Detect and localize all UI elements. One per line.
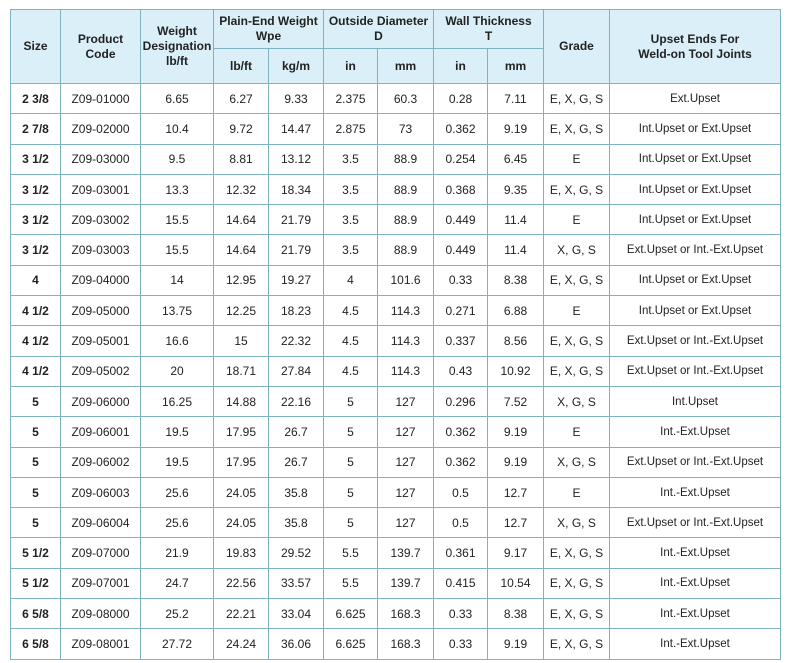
wpe-lbft-cell: 22.21 [214,599,269,629]
size-cell: 2 3/8 [11,84,61,114]
wpe-lbft-cell: 17.95 [214,417,269,447]
upset-ends-cell: Ext.Upset or Int.-Ext.Upset [610,508,781,538]
wt-mm-cell: 12.7 [488,477,544,507]
table-row [11,114,781,144]
wpe-kgm-cell: 9.33 [269,84,324,114]
grade-cell: E, X, G, S [544,114,610,144]
od-in-cell: 3.5 [324,144,378,174]
grade-cell: X, G, S [544,235,610,265]
grade-cell: E, X, G, S [544,568,610,598]
od-mm-cell: 88.9 [378,174,434,204]
upset-ends-cell: Int.Upset or Ext.Upset [610,144,781,174]
wpe-kgm-cell: 14.47 [269,114,324,144]
size-cell: 3 1/2 [11,205,61,235]
upset-ends-cell: Int.Upset or Ext.Upset [610,265,781,295]
od-mm-cell: 114.3 [378,326,434,356]
upset-ends-cell: Int.Upset or Ext.Upset [610,205,781,235]
wpe-kgm-cell: 18.23 [269,296,324,326]
size-cell: 4 [11,265,61,295]
header-unit-wt-in: in [434,49,488,84]
wpe-kgm-cell: 36.06 [269,629,324,659]
wpe-kgm-cell: 26.7 [269,417,324,447]
product-code-cell: Z09-06004 [61,508,141,538]
upset-ends-cell: Int.Upset [610,386,781,416]
od-in-cell: 4.5 [324,296,378,326]
size-cell: 2 7/8 [11,114,61,144]
od-mm-cell: 88.9 [378,235,434,265]
wt-mm-cell: 10.54 [488,568,544,598]
od-in-cell: 5 [324,477,378,507]
size-cell: 4 1/2 [11,296,61,326]
table-row [11,538,781,568]
drill-pipe-spec-table [10,9,781,660]
od-mm-cell: 88.9 [378,205,434,235]
product-code-cell: Z09-06000 [61,386,141,416]
grade-cell: E, X, G, S [544,629,610,659]
weight-designation-cell: 21.9 [141,538,214,568]
od-in-cell: 5 [324,508,378,538]
product-code-cell: Z09-02000 [61,114,141,144]
product-code-cell: Z09-07001 [61,568,141,598]
upset-ends-cell: Int.Upset or Ext.Upset [610,296,781,326]
od-mm-cell: 88.9 [378,144,434,174]
header-grade: Grade [544,10,610,84]
wt-in-cell: 0.449 [434,205,488,235]
wpe-lbft-cell: 14.64 [214,235,269,265]
upset-ends-cell: Int.-Ext.Upset [610,417,781,447]
table-row [11,326,781,356]
wt-in-cell: 0.5 [434,508,488,538]
wt-mm-cell: 6.45 [488,144,544,174]
wpe-kgm-cell: 33.04 [269,599,324,629]
header-wall-thickness: Wall Thickness T [434,10,544,49]
od-in-cell: 3.5 [324,205,378,235]
wt-in-cell: 0.254 [434,144,488,174]
wt-in-cell: 0.5 [434,477,488,507]
wpe-lbft-cell: 12.25 [214,296,269,326]
wpe-lbft-cell: 24.05 [214,477,269,507]
wt-in-cell: 0.33 [434,265,488,295]
wt-mm-cell: 9.19 [488,629,544,659]
wpe-kgm-cell: 13.12 [269,144,324,174]
table-row [11,356,781,386]
grade-cell: E, X, G, S [544,599,610,629]
product-code-cell: Z09-03003 [61,235,141,265]
wt-in-cell: 0.449 [434,235,488,265]
product-code-cell: Z09-08001 [61,629,141,659]
upset-ends-cell: Int.Upset or Ext.Upset [610,114,781,144]
size-cell: 5 [11,417,61,447]
od-in-cell: 4.5 [324,326,378,356]
wt-in-cell: 0.43 [434,356,488,386]
header-outside-diameter: Outside Diameter D [324,10,434,49]
product-code-cell: Z09-03001 [61,174,141,204]
grade-cell: E [544,296,610,326]
product-code-cell: Z09-07000 [61,538,141,568]
wpe-lbft-cell: 24.05 [214,508,269,538]
od-in-cell: 4.5 [324,356,378,386]
grade-cell: E [544,144,610,174]
weight-designation-cell: 24.7 [141,568,214,598]
size-cell: 4 1/2 [11,356,61,386]
wt-mm-cell: 6.88 [488,296,544,326]
grade-cell: E [544,205,610,235]
wpe-kgm-cell: 22.16 [269,386,324,416]
wpe-lbft-cell: 8.81 [214,144,269,174]
wpe-lbft-cell: 19.83 [214,538,269,568]
upset-ends-cell: Ext.Upset or Int.-Ext.Upset [610,447,781,477]
od-in-cell: 3.5 [324,235,378,265]
weight-designation-cell: 9.5 [141,144,214,174]
wpe-lbft-cell: 12.95 [214,265,269,295]
weight-designation-cell: 25.2 [141,599,214,629]
wt-mm-cell: 8.38 [488,265,544,295]
header-unit-od-mm: mm [378,49,434,84]
od-in-cell: 2.875 [324,114,378,144]
wt-in-cell: 0.28 [434,84,488,114]
wpe-kgm-cell: 35.8 [269,508,324,538]
wpe-kgm-cell: 21.79 [269,235,324,265]
size-cell: 3 1/2 [11,144,61,174]
grade-cell: E, X, G, S [544,84,610,114]
wpe-kgm-cell: 18.34 [269,174,324,204]
product-code-cell: Z09-06002 [61,447,141,477]
wt-mm-cell: 9.19 [488,447,544,477]
upset-ends-cell: Int.-Ext.Upset [610,568,781,598]
product-code-cell: Z09-05001 [61,326,141,356]
table-row [11,235,781,265]
wt-mm-cell: 11.4 [488,235,544,265]
od-in-cell: 5.5 [324,538,378,568]
table-row [11,447,781,477]
product-code-cell: Z09-06003 [61,477,141,507]
product-code-cell: Z09-05000 [61,296,141,326]
wt-in-cell: 0.296 [434,386,488,416]
table-row [11,568,781,598]
header-unit-wt-mm: mm [488,49,544,84]
size-cell: 3 1/2 [11,235,61,265]
wt-mm-cell: 9.19 [488,417,544,447]
table-row [11,84,781,114]
wt-mm-cell: 9.19 [488,114,544,144]
weight-designation-cell: 25.6 [141,477,214,507]
wpe-kgm-cell: 26.7 [269,447,324,477]
wpe-kgm-cell: 22.32 [269,326,324,356]
header-unit-wpe-lbft: lb/ft [214,49,269,84]
wpe-kgm-cell: 29.52 [269,538,324,568]
od-mm-cell: 60.3 [378,84,434,114]
od-mm-cell: 73 [378,114,434,144]
od-mm-cell: 127 [378,447,434,477]
wt-mm-cell: 8.56 [488,326,544,356]
grade-cell: E [544,477,610,507]
header-unit-od-in: in [324,49,378,84]
wpe-kgm-cell: 27.84 [269,356,324,386]
header-plain-end-weight: Plain-End Weight Wpe [214,10,324,49]
table-row [11,205,781,235]
wpe-lbft-cell: 14.88 [214,386,269,416]
wpe-kgm-cell: 19.27 [269,265,324,295]
wt-mm-cell: 7.52 [488,386,544,416]
table-row [11,174,781,204]
wpe-lbft-cell: 9.72 [214,114,269,144]
wt-in-cell: 0.337 [434,326,488,356]
wt-in-cell: 0.415 [434,568,488,598]
wt-in-cell: 0.362 [434,417,488,447]
table-row [11,296,781,326]
size-cell: 5 [11,386,61,416]
wpe-lbft-cell: 17.95 [214,447,269,477]
wpe-kgm-cell: 21.79 [269,205,324,235]
weight-designation-cell: 16.25 [141,386,214,416]
table-row [11,508,781,538]
od-mm-cell: 114.3 [378,296,434,326]
grade-cell: E, X, G, S [544,326,610,356]
weight-designation-cell: 14 [141,265,214,295]
grade-cell: X, G, S [544,386,610,416]
od-in-cell: 5 [324,417,378,447]
table-row [11,417,781,447]
wpe-kgm-cell: 35.8 [269,477,324,507]
grade-cell: E, X, G, S [544,356,610,386]
od-mm-cell: 127 [378,508,434,538]
wt-mm-cell: 12.7 [488,508,544,538]
header-unit-wpe-kgm: kg/m [269,49,324,84]
grade-cell: E, X, G, S [544,265,610,295]
wt-mm-cell: 10.92 [488,356,544,386]
wpe-lbft-cell: 14.64 [214,205,269,235]
header-upset-ends: Upset Ends For Weld-on Tool Joints [610,10,781,84]
grade-cell: E, X, G, S [544,538,610,568]
od-mm-cell: 127 [378,386,434,416]
upset-ends-cell: Int.-Ext.Upset [610,477,781,507]
wt-in-cell: 0.271 [434,296,488,326]
od-in-cell: 3.5 [324,174,378,204]
product-code-cell: Z09-03000 [61,144,141,174]
product-code-cell: Z09-06001 [61,417,141,447]
wpe-lbft-cell: 6.27 [214,84,269,114]
weight-designation-cell: 15.5 [141,205,214,235]
od-mm-cell: 139.7 [378,538,434,568]
od-in-cell: 5 [324,447,378,477]
product-code-cell: Z09-04000 [61,265,141,295]
size-cell: 5 1/2 [11,538,61,568]
od-mm-cell: 101.6 [378,265,434,295]
od-in-cell: 2.375 [324,84,378,114]
product-code-cell: Z09-08000 [61,599,141,629]
weight-designation-cell: 13.3 [141,174,214,204]
upset-ends-cell: Int.-Ext.Upset [610,629,781,659]
table-row [11,386,781,416]
grade-cell: X, G, S [544,508,610,538]
size-cell: 5 1/2 [11,568,61,598]
wt-in-cell: 0.362 [434,114,488,144]
upset-ends-cell: Int.-Ext.Upset [610,599,781,629]
size-cell: 5 [11,477,61,507]
wpe-lbft-cell: 15 [214,326,269,356]
od-mm-cell: 127 [378,477,434,507]
od-mm-cell: 168.3 [378,629,434,659]
upset-ends-cell: Int.-Ext.Upset [610,538,781,568]
wpe-lbft-cell: 22.56 [214,568,269,598]
od-in-cell: 6.625 [324,629,378,659]
wpe-kgm-cell: 33.57 [269,568,324,598]
wt-mm-cell: 8.38 [488,599,544,629]
size-cell: 6 5/8 [11,629,61,659]
od-mm-cell: 127 [378,417,434,447]
upset-ends-cell: Int.Upset or Ext.Upset [610,174,781,204]
wt-in-cell: 0.362 [434,447,488,477]
wt-in-cell: 0.361 [434,538,488,568]
weight-designation-cell: 27.72 [141,629,214,659]
od-in-cell: 5 [324,386,378,416]
table-row [11,265,781,295]
upset-ends-cell: Ext.Upset or Int.-Ext.Upset [610,326,781,356]
od-in-cell: 6.625 [324,599,378,629]
grade-cell: E, X, G, S [544,174,610,204]
weight-designation-cell: 6.65 [141,84,214,114]
header-product-code: Product Code [61,10,141,84]
table-body [11,84,781,660]
size-cell: 5 [11,508,61,538]
wpe-lbft-cell: 18.71 [214,356,269,386]
weight-designation-cell: 13.75 [141,296,214,326]
wt-mm-cell: 9.35 [488,174,544,204]
table-row [11,477,781,507]
header-weight-designation: Weight Designation lb/ft [141,10,214,84]
grade-cell: E [544,417,610,447]
wt-in-cell: 0.33 [434,599,488,629]
upset-ends-cell: Ext.Upset [610,84,781,114]
wt-in-cell: 0.368 [434,174,488,204]
size-cell: 5 [11,447,61,477]
size-cell: 6 5/8 [11,599,61,629]
product-code-cell: Z09-01000 [61,84,141,114]
wt-in-cell: 0.33 [434,629,488,659]
wt-mm-cell: 9.17 [488,538,544,568]
weight-designation-cell: 25.6 [141,508,214,538]
od-mm-cell: 168.3 [378,599,434,629]
weight-designation-cell: 19.5 [141,417,214,447]
weight-designation-cell: 19.5 [141,447,214,477]
od-in-cell: 5.5 [324,568,378,598]
wt-mm-cell: 7.11 [488,84,544,114]
table-row [11,144,781,174]
wpe-lbft-cell: 12.32 [214,174,269,204]
product-code-cell: Z09-03002 [61,205,141,235]
table-row [11,629,781,659]
od-in-cell: 4 [324,265,378,295]
wpe-lbft-cell: 24.24 [214,629,269,659]
wt-mm-cell: 11.4 [488,205,544,235]
size-cell: 4 1/2 [11,326,61,356]
od-mm-cell: 114.3 [378,356,434,386]
weight-designation-cell: 10.4 [141,114,214,144]
weight-designation-cell: 16.6 [141,326,214,356]
upset-ends-cell: Ext.Upset or Int.-Ext.Upset [610,356,781,386]
table-header [11,10,781,84]
size-cell: 3 1/2 [11,174,61,204]
od-mm-cell: 139.7 [378,568,434,598]
table-row [11,599,781,629]
product-code-cell: Z09-05002 [61,356,141,386]
header-size: Size [11,10,61,84]
weight-designation-cell: 20 [141,356,214,386]
grade-cell: X, G, S [544,447,610,477]
upset-ends-cell: Ext.Upset or Int.-Ext.Upset [610,235,781,265]
weight-designation-cell: 15.5 [141,235,214,265]
spec-table-container [10,9,781,660]
